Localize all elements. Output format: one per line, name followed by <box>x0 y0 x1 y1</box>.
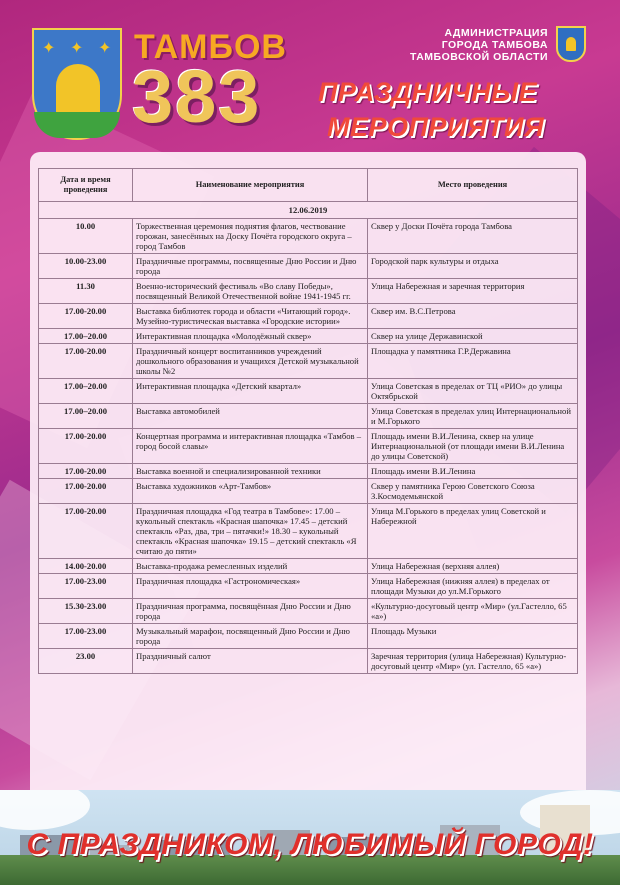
date-row <box>39 202 578 219</box>
row-place: Улица Советская в пределах улиц Интернациональной и М.Горького <box>368 404 578 429</box>
table-row <box>39 279 578 304</box>
title-line-1: ПРАЗДНИЧНЫЕ <box>318 77 538 107</box>
row-event: Праздничный салют <box>133 649 368 674</box>
row-place: Сквер на улице Державинской <box>368 329 578 344</box>
row-place: Площадь имени В.И.Ленина <box>368 464 578 479</box>
row-time: 17.00-20.00 <box>39 504 133 559</box>
row-event: Интерактивная площадка «Молодёжный сквер» <box>133 329 368 344</box>
row-event: Выставка библиотек города и области «Читающий город». Музейно-туристическая выставка «Городские истории» <box>133 304 368 329</box>
row-time: 11.30 <box>39 279 133 304</box>
table-row <box>39 649 578 674</box>
row-time: 17.00-20.00 <box>39 304 133 329</box>
header-event: Наименование мероприятия <box>133 169 368 202</box>
table-row <box>39 574 578 599</box>
row-time: 14.00-20.00 <box>39 559 133 574</box>
row-time: 17.00–20.00 <box>39 329 133 344</box>
tambov-coat-of-arms-icon: ✦ ✦ ✦ <box>32 28 122 140</box>
table-row <box>39 429 578 464</box>
table-row <box>39 479 578 504</box>
logo-anniversary-number: 383 <box>132 55 262 138</box>
table-row <box>39 599 578 624</box>
row-time: 17.00-23.00 <box>39 574 133 599</box>
title-line-2: МЕРОПРИЯТИЯ <box>327 112 545 142</box>
row-event: Выставка автомобилей <box>133 404 368 429</box>
event-date: 12.06.2019 <box>39 202 578 219</box>
row-place: Заречная территория (улица Набережная) Культурно-досуговый центр «Мир» (ул. Гастелло, 65 «а») <box>368 649 578 674</box>
header-datetime: Дата и время проведения <box>39 169 133 202</box>
row-place: Улица Набережная и заречная территория <box>368 279 578 304</box>
row-event: Интерактивная площадка «Детский квартал» <box>133 379 368 404</box>
row-time: 17.00-20.00 <box>39 464 133 479</box>
table-row <box>39 464 578 479</box>
row-time: 17.00-20.00 <box>39 429 133 464</box>
table-row <box>39 344 578 379</box>
table-header-row <box>39 169 578 202</box>
table-row <box>39 379 578 404</box>
row-time: 23.00 <box>39 649 133 674</box>
row-event: Музыкальный марафон, посвященный Дню России и Дню города <box>133 624 368 649</box>
row-place: Городской парк культуры и отдыха <box>368 254 578 279</box>
row-event: Торжественная церемония поднятия флагов, чествование горожан, занесённых на Доску Почёта городского округа – город Тамбов <box>133 219 368 254</box>
row-place: Улица Набережная (верхняя аллея) <box>368 559 578 574</box>
row-place: Улица Советская в пределах от ТЦ «РИО» до улицы Октябрьской <box>368 379 578 404</box>
table-row <box>39 254 578 279</box>
table-row <box>39 329 578 344</box>
administration-label: АДМИНИСТРАЦИЯ ГОРОДА ТАМБОВА ТАМБОВСКОЙ ОБЛАСТИ <box>409 27 548 63</box>
row-time: 17.00-23.00 <box>39 624 133 649</box>
table-row <box>39 624 578 649</box>
row-event: Праздничный концерт воспитанников учреждений дошкольного образования и учащихся Детской музыкальной школы №2 <box>133 344 368 379</box>
row-event: Военно-исторический фестиваль «Во славу Победы», посвященный Великой Отечественной войне 1941-1945 гг. <box>133 279 368 304</box>
row-place: Площадь имени В.И.Ленина, сквер на улице Интернациональной (от площади имени В.И.Ленина до улицы Советской) <box>368 429 578 464</box>
logo-city-name: ТАМБОВ <box>134 28 287 66</box>
table-row <box>39 219 578 254</box>
row-place: Улица Набережная (нижняя аллея) в пределах от площади Музыки до ул.М.Горького <box>368 574 578 599</box>
row-time: 17.00–20.00 <box>39 379 133 404</box>
row-time: 17.00–20.00 <box>39 404 133 429</box>
row-place: «Культурно-досуговый центр «Мир» (ул.Гастелло, 65 «а») <box>368 599 578 624</box>
row-place: Сквер у Доски Почёта города Тамбова <box>368 219 578 254</box>
row-event: Концертная программа и интерактивная площадка «Тамбов – город босой славы» <box>133 429 368 464</box>
row-event: Выставка художников «Арт-Тамбов» <box>133 479 368 504</box>
row-event: Выставка военной и специализированной техники <box>133 464 368 479</box>
header-place: Место проведения <box>368 169 578 202</box>
row-time: 17.00-20.00 <box>39 479 133 504</box>
header <box>0 0 620 150</box>
row-place: Площадь Музыки <box>368 624 578 649</box>
row-event: Праздничная площадка «Гастрономическая» <box>133 574 368 599</box>
table-row <box>39 304 578 329</box>
table-row <box>39 504 578 559</box>
row-place: Сквер им. В.С.Петрова <box>368 304 578 329</box>
row-place: Площадка у памятника Г.Р.Державина <box>368 344 578 379</box>
table-row <box>39 404 578 429</box>
row-event: Праздничная площадка «Год театра в Тамбове»: 17.00 – кукольный спектакль «Красная шапочка» 17.45 – детский спектакль «Раз, два, три – пятачки!» 18.30 – кукольный спектакль «Красная шапочка» 19.15 – детский спектакль «Я считаю до пяти» <box>133 504 368 559</box>
row-event: Выставка-продажа ремесленных изделий <box>133 559 368 574</box>
row-place: Улица М.Горького в пределах улиц Советской и Набережной <box>368 504 578 559</box>
footer-greeting: С ПРАЗДНИКОМ, ЛЮБИМЫЙ ГОРОД! <box>26 828 594 861</box>
row-time: 10.00 <box>39 219 133 254</box>
row-time: 17.00-20.00 <box>39 344 133 379</box>
row-time: 15.30-23.00 <box>39 599 133 624</box>
row-event: Праздничная программа, посвящённая Дню России и Дню города <box>133 599 368 624</box>
row-time: 10.00-23.00 <box>39 254 133 279</box>
small-coat-of-arms-icon <box>556 26 586 62</box>
table-row <box>39 559 578 574</box>
schedule-table <box>38 168 578 674</box>
row-event: Праздничные программы, посвященные Дню России и Дню города <box>133 254 368 279</box>
row-place: Сквер у памятника Герою Советского Союза З.Космодемьянской <box>368 479 578 504</box>
